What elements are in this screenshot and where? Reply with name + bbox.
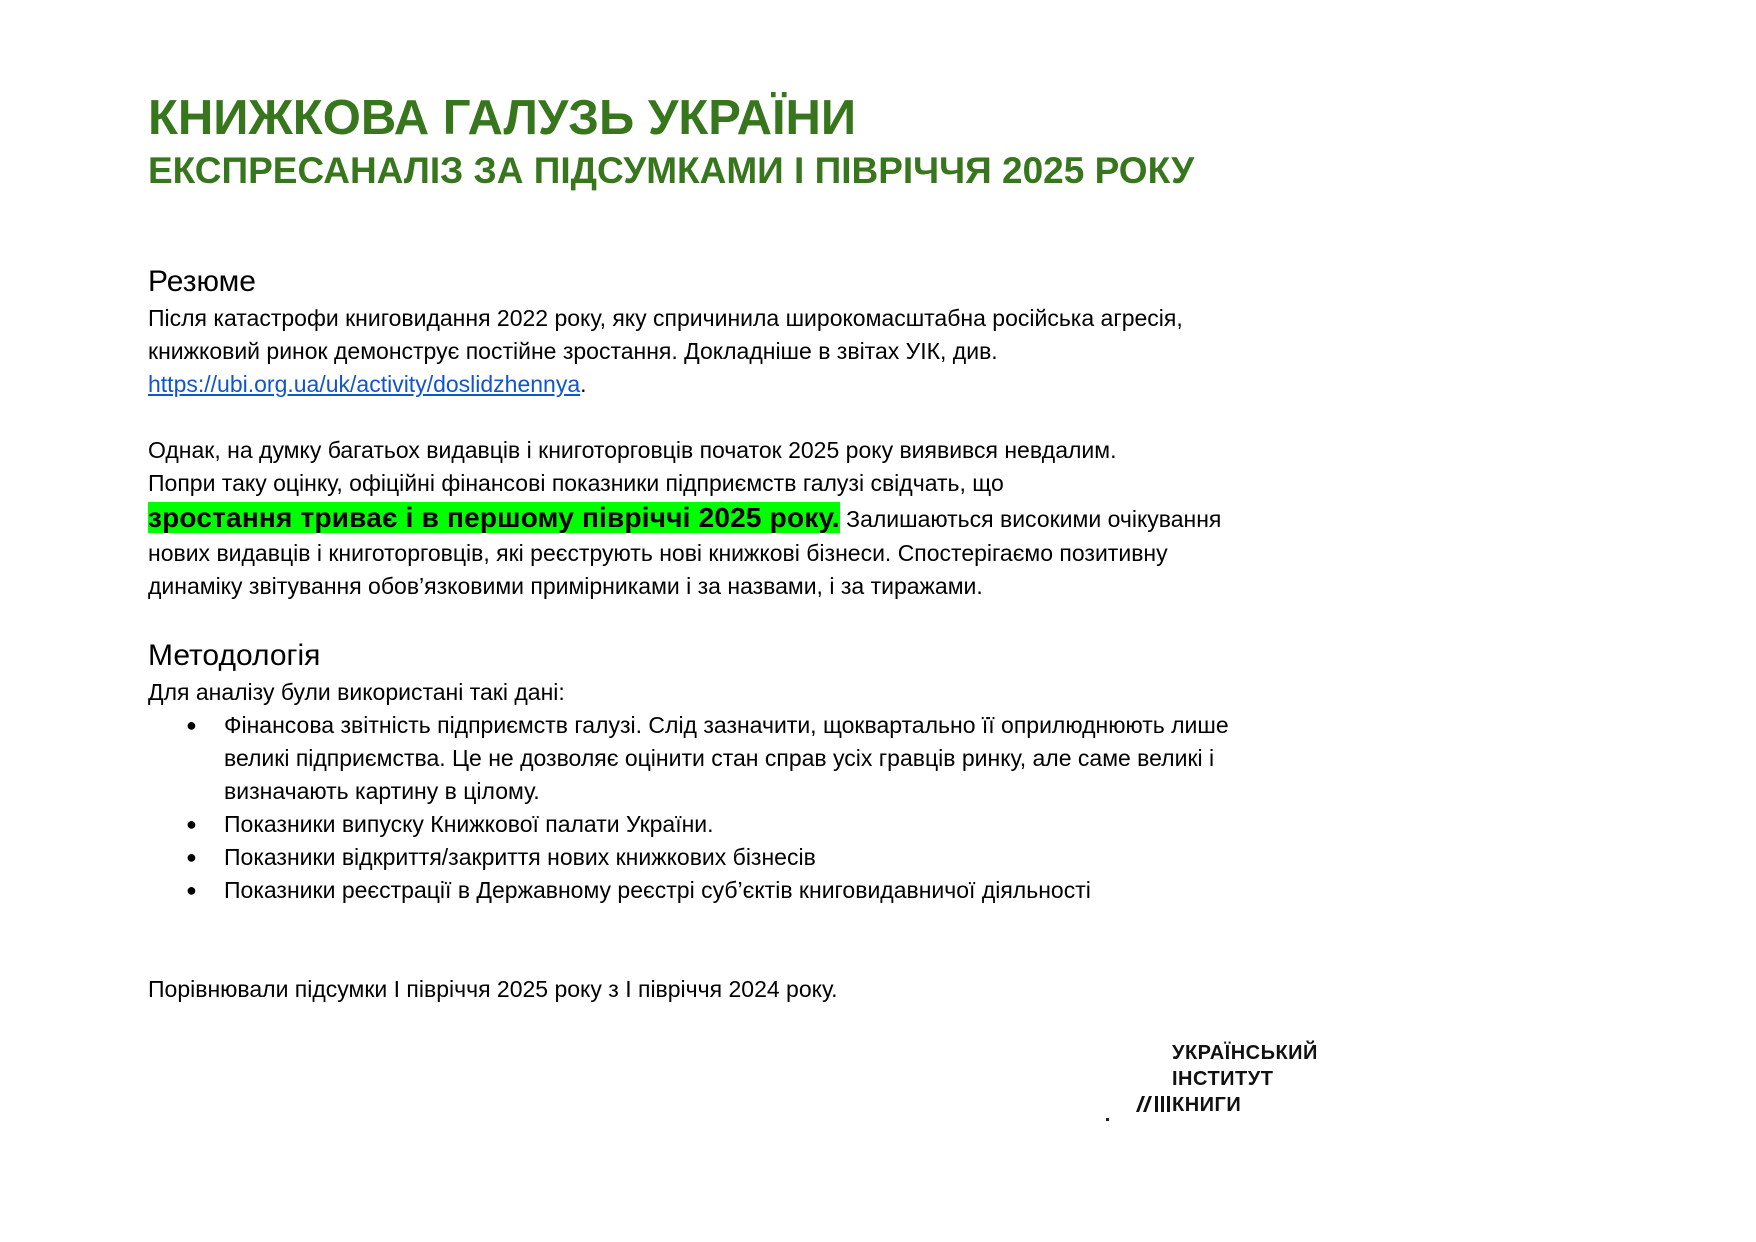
summary-heading: Резюме	[148, 265, 256, 298]
methodology-list	[148, 709, 1348, 907]
document-title: КНИЖКОВА ГАЛУЗЬ УКРАЇНИ	[148, 91, 857, 145]
summary-p2-line-5: динаміку звітування обов’язковими примірниками і за назвами, і за тиражами.	[148, 573, 983, 599]
logo-line-2: ІНСТИТУТ	[1172, 1068, 1274, 1090]
list-item	[148, 808, 1348, 841]
bullet-icon: ●	[186, 847, 197, 867]
summary-p2-line-2: Попри таку оцінку, офіційні фінансові показники підприємств галузі свідчать, що	[148, 470, 1004, 496]
list-item	[148, 874, 1348, 907]
ukrainian-book-institute-logo	[1132, 1040, 1332, 1120]
summary-p2-line-3	[148, 500, 1348, 537]
summary-p2-line-3-rest: Залишаються високими очікування	[839, 506, 1222, 532]
list-item-line: Фінансова звітність підприємств галузі. Слід зазначити, щоквартально її оприлюднюють лише	[224, 712, 1229, 738]
research-link[interactable]: https://ubi.org.ua/uk/activity/doslidzhennya	[148, 371, 581, 397]
summary-paragraph-2	[148, 434, 1348, 603]
growth-highlight: зростання триває і в першому півріччі 2025 року.	[148, 502, 840, 533]
summary-p2-line-1: Однак, на думку багатьох видавців і книготорговців початок 2025 року виявився невдалим.	[148, 437, 1117, 463]
list-item	[148, 709, 1348, 808]
list-item	[148, 841, 1348, 874]
logo-line-1: УКРАЇНСЬКИЙ	[1172, 1042, 1318, 1064]
list-item-line: Показники випуску Книжкової палати України.	[224, 811, 714, 837]
list-item-line: визначають картину в цілому.	[224, 778, 540, 804]
logo-line-3: КНИГИ	[1172, 1094, 1242, 1116]
link-suffix: .	[580, 371, 587, 397]
list-item-line: Показники реєстрації в Державному реєстрі суб’єктів книговидавничої діяльності	[224, 877, 1091, 903]
methodology-heading: Методологія	[148, 639, 321, 672]
bullet-icon: ●	[186, 715, 197, 735]
document-subtitle: ЕКСПРЕСАНАЛІЗ ЗА ПІДСУМКАМИ І ПІВРІЧЧЯ 2025 РОКУ	[148, 150, 1195, 191]
bullet-icon: ●	[186, 814, 197, 834]
summary-p2-line-4: нових видавців і книготорговців, які реєструють нові книжкові бізнеси. Спостерігаємо позитивну	[148, 540, 1168, 566]
methodology-intro: Для аналізу були використані такі дані:	[148, 679, 565, 705]
document-page	[148, 88, 1348, 1006]
bullet-icon: ●	[186, 880, 197, 900]
logo-slash-mark-icon	[1136, 1096, 1172, 1112]
summary-paragraph-1	[148, 302, 1348, 401]
summary-p1-line-3	[148, 368, 1348, 401]
list-item-line: великі підприємства. Це не дозволяє оцінити стан справ усіх гравців ринку, але саме великі і	[224, 745, 1215, 771]
comparison-note: Порівнювали підсумки І півріччя 2025 року з І півріччя 2024 року.	[148, 976, 838, 1002]
stray-dot	[1106, 1118, 1109, 1121]
list-item-line: Показники відкриття/закриття нових книжкових бізнесів	[224, 844, 816, 870]
summary-p1-line-2: книжковий ринок демонструє постійне зростання. Докладніше в звітах УІК, див.	[148, 338, 998, 364]
summary-p1-line-1: Після катастрофи книговидання 2022 року, яку спричинила широкомасштабна російська агресія,	[148, 305, 1183, 331]
